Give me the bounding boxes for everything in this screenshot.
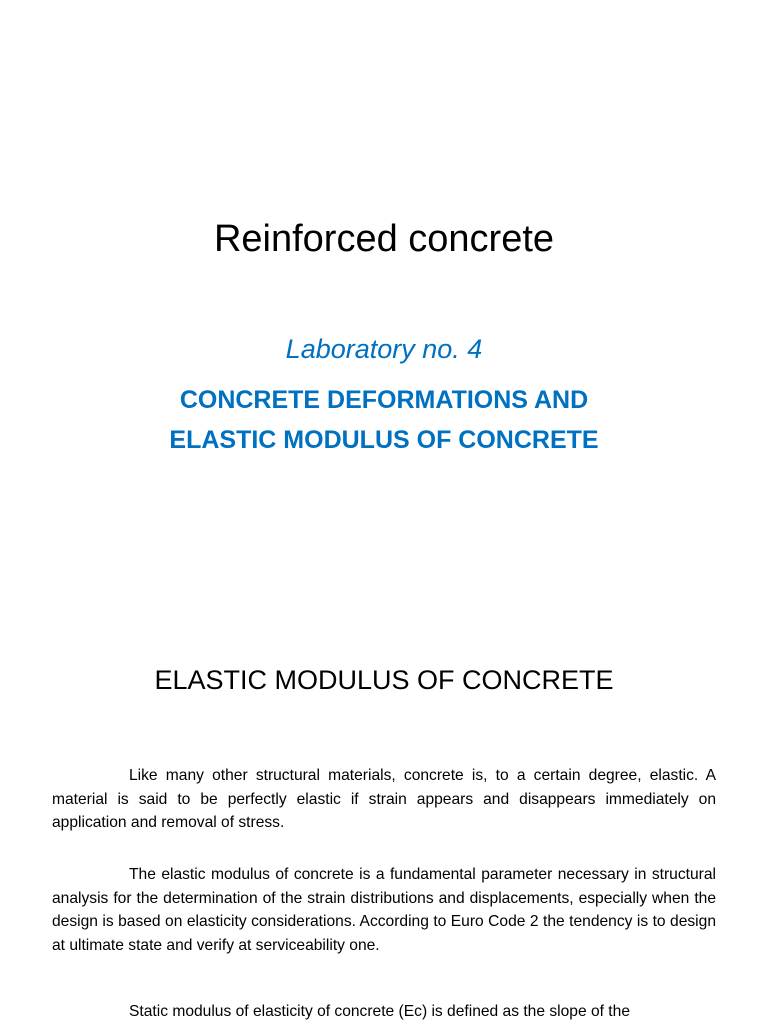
paragraph-3: Static modulus of elasticity of concrete (Ec) is defined as the slope of the — [129, 1003, 630, 1020]
paragraph-2: The elastic modulus of concrete is a fundamental parameter necessary in structural analysis for the determination of the strain distributions and displacements, especially when the design is based on elasticity considerations. According to Euro Code 2 the tendency is to design at ultimate state and verify at serviceability one. — [52, 866, 716, 954]
document-title: Reinforced concrete — [213, 218, 555, 260]
laboratory-heading — [0, 380, 768, 460]
section-title: ELASTIC MODULUS OF CONCRETE — [154, 665, 614, 695]
heading-line-1: CONCRETE DEFORMATIONS AND — [179, 386, 589, 414]
paragraph-1: Like many other structural materials, concrete is, to a certain degree, elastic. A material is said to be perfectly elastic if strain appears and disappears immediately on application and removal of stress. — [52, 767, 716, 831]
laboratory-subtitle: Laboratory no. 4 — [285, 334, 483, 364]
heading-line-2: ELASTIC MODULUS OF CONCRETE — [169, 426, 599, 454]
